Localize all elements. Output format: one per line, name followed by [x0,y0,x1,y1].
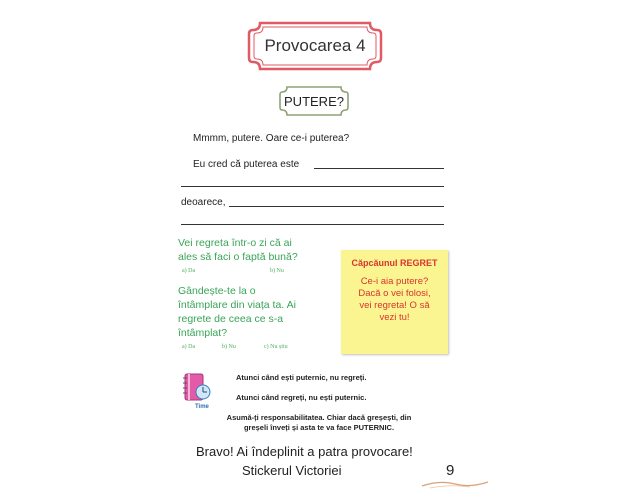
page-number: 9 [446,462,455,479]
statement-3-line: greșeli înveți și asta te va face PUTERNIC. [243,423,395,432]
think-question-line: regrete de ceea ce s-a [178,313,284,325]
regret-question [178,236,298,264]
note-title: Căpcăunul REGRET [351,258,438,268]
answer-line-1[interactable] [314,168,444,169]
note-line: Dacă o vei folosi, [358,288,431,299]
swash-decoration-icon [420,478,490,490]
page-title: Provocarea 4 [264,36,366,55]
option-nu-stiu[interactable]: c) Nu știu [264,344,288,350]
statement-1: Atunci când ești puternic, nu regreți. [236,373,367,382]
think-question-line: Gândește-te la o [178,285,256,297]
option-nu[interactable]: b) Nu [270,268,284,274]
because-label: deoarece, [181,197,226,208]
prompt-line: Eu cred că puterea este [193,159,300,170]
icon-label: Time [195,404,209,410]
note-body [341,276,448,324]
badge-label: PUTERE? [284,93,344,109]
note-line: vezi tu! [379,312,410,323]
think-question [178,284,296,340]
note-line: vei regreta! O să [359,300,430,311]
option-da[interactable]: a) Da [182,268,196,274]
question-intro: Mmmm, putere. Oare ce-i puterea? [193,133,350,144]
statement-3 [204,413,434,433]
option-da-2[interactable]: a) Da [182,344,196,350]
answer-line-4[interactable] [181,224,444,225]
sticky-note [341,250,448,354]
answer-line-2[interactable] [181,186,444,187]
title-banner [246,20,384,72]
option-nu-2[interactable]: b) Nu [222,344,236,350]
sticker-label: Stickerul Victoriei [242,463,342,478]
bravo-text: Bravo! Ai îndeplinit a patra provocare! [196,444,413,459]
think-question-line: întâmplare din viața ta. Ai [178,299,296,311]
statement-3-line: Asumă-ți responsabilitatea. Chiar dacă greșești, din [226,413,412,422]
think-question-line: întâmplat? [178,327,228,339]
putere-badge [277,84,351,118]
regret-question-line: Vei regreta într-o zi că ai [178,237,292,249]
answer-line-3[interactable] [229,206,444,207]
statement-2: Atunci când regreți, nu ești puternic. [236,393,367,402]
note-line: Ce-i aia putere? [360,276,429,287]
regret-question-line: ales să faci o faptă bună? [178,251,298,263]
notebook-time-icon [181,370,215,410]
